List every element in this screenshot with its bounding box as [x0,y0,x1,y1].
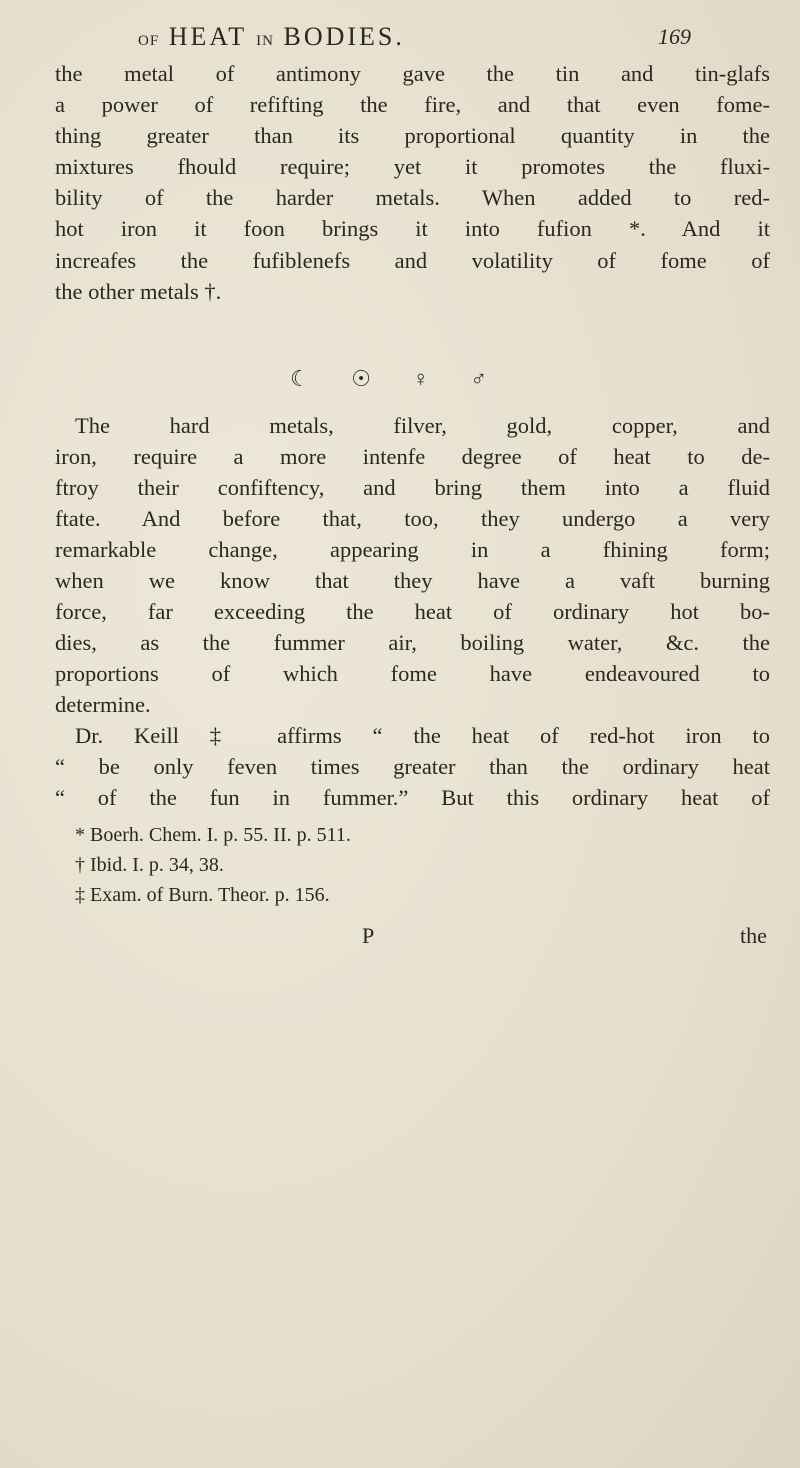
footnote: ‡ Exam. of Burn. Theor. p. 156. [75,884,330,906]
footnote: * Boerh. Chem. I. p. 55. II. p. 511. [75,824,351,846]
text-line: increafes the fufiblenefs and volatility of fome of [55,248,770,273]
text-line: hot iron it foon brings it into fufion *. And it [55,216,770,241]
header-bodies: BODIES. [283,22,405,51]
header-heat: HEAT [168,22,247,51]
text-line: force, far exceeding the heat of ordinary hot bo- [55,599,770,624]
text-line: remarkable change, appearing in a fhining form; [55,537,770,562]
running-header [138,22,698,52]
header-of: OF [138,33,160,49]
text-line: a power of refifting the fire, and that even fome- [55,92,770,117]
signature-mark: P [362,923,375,948]
text-line: determine. [55,692,151,717]
text-line: when we know that they have a vaft burning [55,568,770,593]
text-line: the metal of antimony gave the tin and tin-glafs [55,61,770,86]
text-line: The hard metals, filver, gold, copper, and [75,413,770,438]
text-line: dies, as the fummer air, boiling water, &c. the [55,630,770,655]
metal-symbols: ☾ ☉ ♀ ♂ [290,366,505,391]
text-line: ftate. And before that, too, they undergo a very [55,506,770,531]
header-in: IN [256,33,274,49]
text-line: ftroy their confiftency, and bring them into a fluid [55,475,770,500]
text-line: mixtures fhould require; yet it promotes the fluxi- [55,154,770,179]
text-line: “ of the fun in fummer.” But this ordinary heat of [55,785,770,810]
page-number: 169 [658,24,691,49]
catchword: the [740,923,767,948]
text-line: bility of the harder metals. When added to red- [55,185,770,210]
footnote: † Ibid. I. p. 34, 38. [75,854,224,876]
text-line: proportions of which fome have endeavoured to [55,661,770,686]
text-line: thing greater than its proportional quantity in the [55,123,770,148]
text-line: iron, require a more intenfe degree of heat to de- [55,444,770,469]
text-line: the other metals †. [55,279,222,304]
text-line: “ be only feven times greater than the ordinary heat [55,754,770,779]
text-line: Dr. Keill ‡ affirms “ the heat of red-hot iron to [75,723,770,748]
